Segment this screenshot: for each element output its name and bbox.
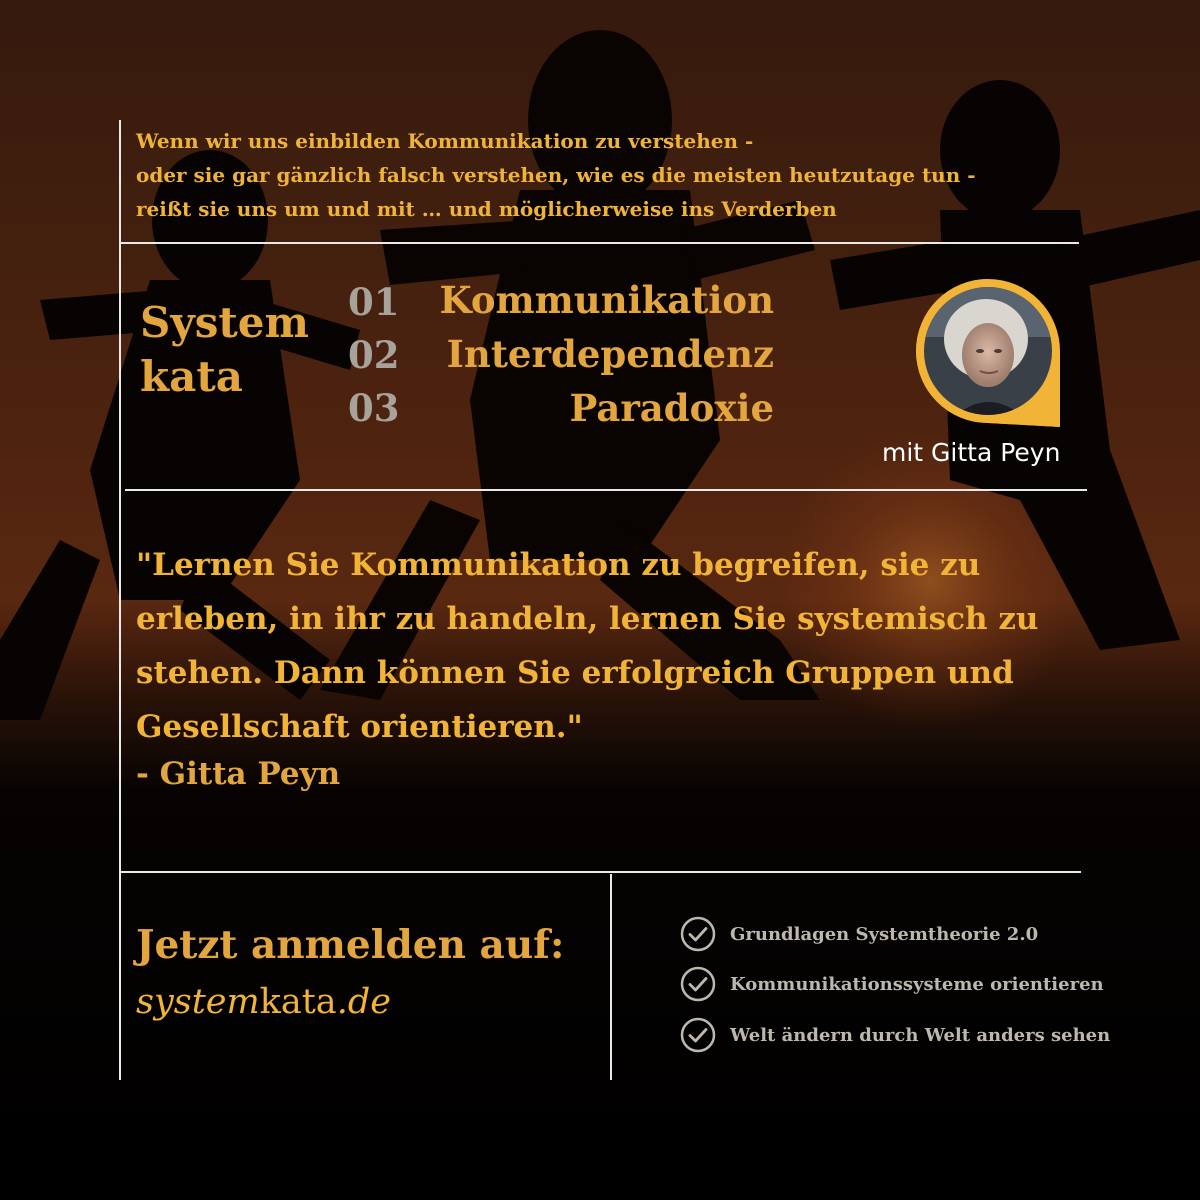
feature-label: Kommunikationssysteme orientieren (730, 973, 1104, 995)
check-circle-icon (680, 966, 716, 1002)
feature-label: Grundlagen Systemtheorie 2.0 (730, 923, 1039, 945)
brand-title (140, 296, 309, 404)
topic-label: Kommunikation (439, 278, 774, 322)
intro-line: reißt sie uns um und mit … und möglicherweise ins Verderben (136, 197, 837, 221)
website-part-tld: .de (336, 982, 391, 1022)
quote-line: "Lernen Sie Kommunikation zu begreifen, sie zu (136, 547, 981, 583)
middle-divider (125, 489, 1087, 491)
quote-line: erleben, in ihr zu handeln, lernen Sie systemisch zu (136, 601, 1039, 637)
cta-label: Jetzt anmelden auf: (136, 922, 565, 968)
presenter-avatar (914, 277, 1066, 429)
feature-label: Welt ändern durch Welt anders sehen (730, 1024, 1111, 1046)
avatar-portrait-icon (914, 277, 1066, 429)
quote-line: Gesellschaft orientieren." (136, 709, 583, 745)
intro-text (136, 124, 1036, 226)
quote-author: - Gitta Peyn (136, 756, 341, 792)
quote-text (136, 538, 1046, 754)
feature-item (680, 964, 1104, 1004)
presenter-caption: mit Gitta Peyn (882, 438, 1061, 467)
website-link[interactable] (136, 982, 391, 1022)
intro-line: Wenn wir uns einbilden Kommunikation zu verstehen - (136, 129, 754, 153)
topic-label: Interdependenz (446, 332, 774, 376)
feature-item (680, 914, 1038, 954)
quote-line: stehen. Dann können Sie erfolgreich Gruppen und (136, 655, 1014, 691)
feature-item (680, 1015, 1110, 1055)
footer-vertical-divider (610, 874, 612, 1080)
top-divider (120, 242, 1079, 244)
website-part-kata: kata (259, 982, 337, 1022)
brand-line-2: kata (140, 352, 243, 401)
check-circle-icon (680, 916, 716, 952)
bottom-divider (120, 871, 1081, 873)
intro-line: oder sie gar gänzlich falsch verstehen, wie es die meisten heutzutage tun - (136, 163, 976, 187)
topic-label: Paradoxie (569, 386, 774, 430)
topic-number: 03 (348, 386, 400, 430)
topic-number: 01 (348, 280, 400, 324)
topic-number: 02 (348, 333, 400, 377)
left-vertical-divider (119, 120, 121, 1080)
brand-line-1: System (140, 298, 309, 347)
website-part-system: system (136, 982, 260, 1022)
check-circle-icon (680, 1017, 716, 1053)
